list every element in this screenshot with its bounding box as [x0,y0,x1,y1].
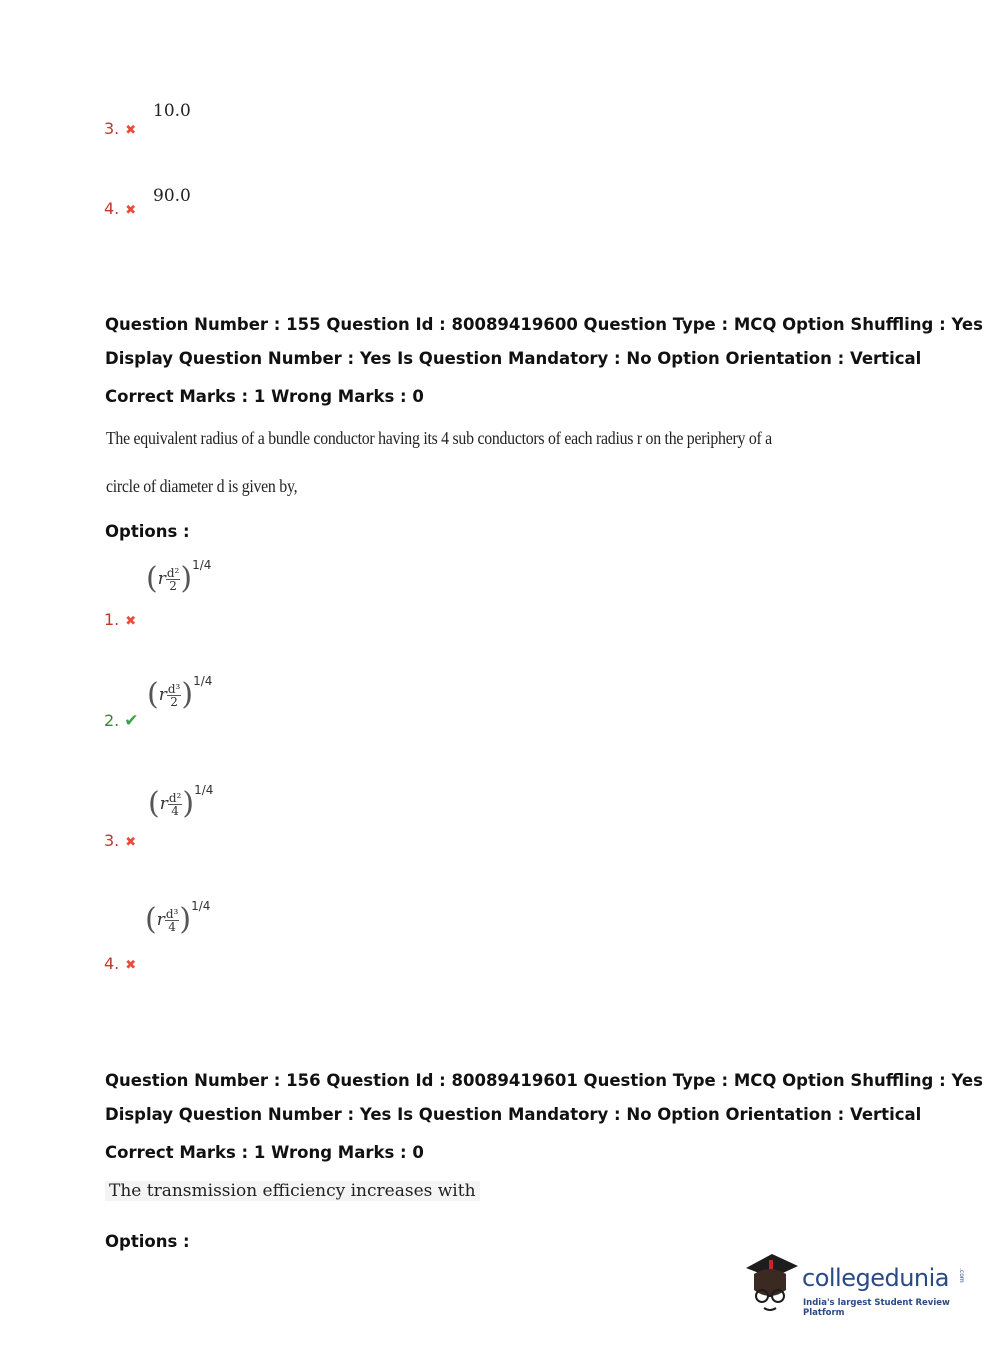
wrong-mark-icon: ✖ [125,614,137,629]
option-number: 4. [104,199,120,218]
formula-variable: r [156,910,165,930]
question-marks-line: Correct Marks : 1 Wrong Marks : 0 [105,1143,424,1162]
option-row [104,199,136,218]
correct-mark-icon: ✔ [124,711,139,731]
option-number: 4. [104,954,120,973]
option-formula: (r $\frac{\text{d²}}{4}$ )$^{1/4}$ [148,783,214,821]
question-marks-line: Correct Marks : 1 Wrong Marks : 0 [105,387,424,406]
formula-denominator: 2 [170,694,178,709]
formula-exponent: 1/4 [193,674,213,688]
question-text: circle of diameter d is given by, [106,476,298,496]
option-formula: (r $\frac{\text{d³}}{2}$ )$^{1/4}$ [147,674,213,712]
option-number: 3. [104,119,120,138]
option-row [104,954,136,973]
collegedunia-logo [742,1250,972,1320]
option-number: 1. [104,610,120,629]
formula-exponent: 1/4 [192,558,212,572]
option-formula: (r $\frac{\text{d²}}{2}$ )$^{1/4}$ [146,558,212,596]
option-value: 10.0 [153,101,191,121]
formula-denominator: 4 [171,803,179,818]
options-label: Options : [105,1232,190,1251]
question-meta-line: Display Question Number : Yes Is Question Mandatory : No Option Orientation : Vertical [105,349,922,368]
option-number: 3. [104,831,120,850]
option-row [104,119,136,138]
question-meta-line: Question Number : 155 Question Id : 80089419600 Question Type : MCQ Option Shuffling : Yes [105,315,983,334]
wrong-mark-icon: ✖ [125,123,137,138]
formula-numerator: d³ [167,681,181,696]
option-row [104,831,136,850]
question-text: The transmission efficiency increases with [105,1181,480,1201]
formula-exponent: 1/4 [191,899,211,913]
question-meta-line: Display Question Number : Yes Is Question Mandatory : No Option Orientation : Vertical [105,1105,922,1124]
wrong-mark-icon: ✖ [125,958,137,973]
formula-numerator: d³ [165,906,179,921]
formula-variable: r [159,794,168,814]
formula-denominator: 2 [169,578,177,593]
question-meta-line: Question Number : 156 Question Id : 80089419601 Question Type : MCQ Option Shuffling : Yes [105,1071,983,1090]
question-text: The equivalent radius of a bundle conductor having its 4 sub conductors of each radius r on the periphery of a [106,428,772,448]
logo-tagline: India's largest Student Review Platform [803,1298,950,1318]
option-number: 2. [104,711,120,730]
option-formula: (r $\frac{\text{d³}}{4}$ )$^{1/4}$ [145,899,211,937]
wrong-mark-icon: ✖ [125,835,137,850]
option-row [104,711,139,731]
formula-variable: r [158,685,167,705]
formula-numerator: d² [166,565,180,580]
option-row [104,610,136,629]
student-mascot-icon [742,1250,800,1318]
logo-name: collegedunia [802,1264,950,1292]
formula-numerator: d² [168,790,182,805]
formula-variable: r [157,569,166,589]
formula-exponent: 1/4 [194,783,214,797]
formula-denominator: 4 [168,919,176,934]
wrong-mark-icon: ✖ [125,203,137,218]
logo-suffix: .com [958,1268,965,1283]
options-label: Options : [105,522,190,541]
option-value: 90.0 [153,186,191,206]
